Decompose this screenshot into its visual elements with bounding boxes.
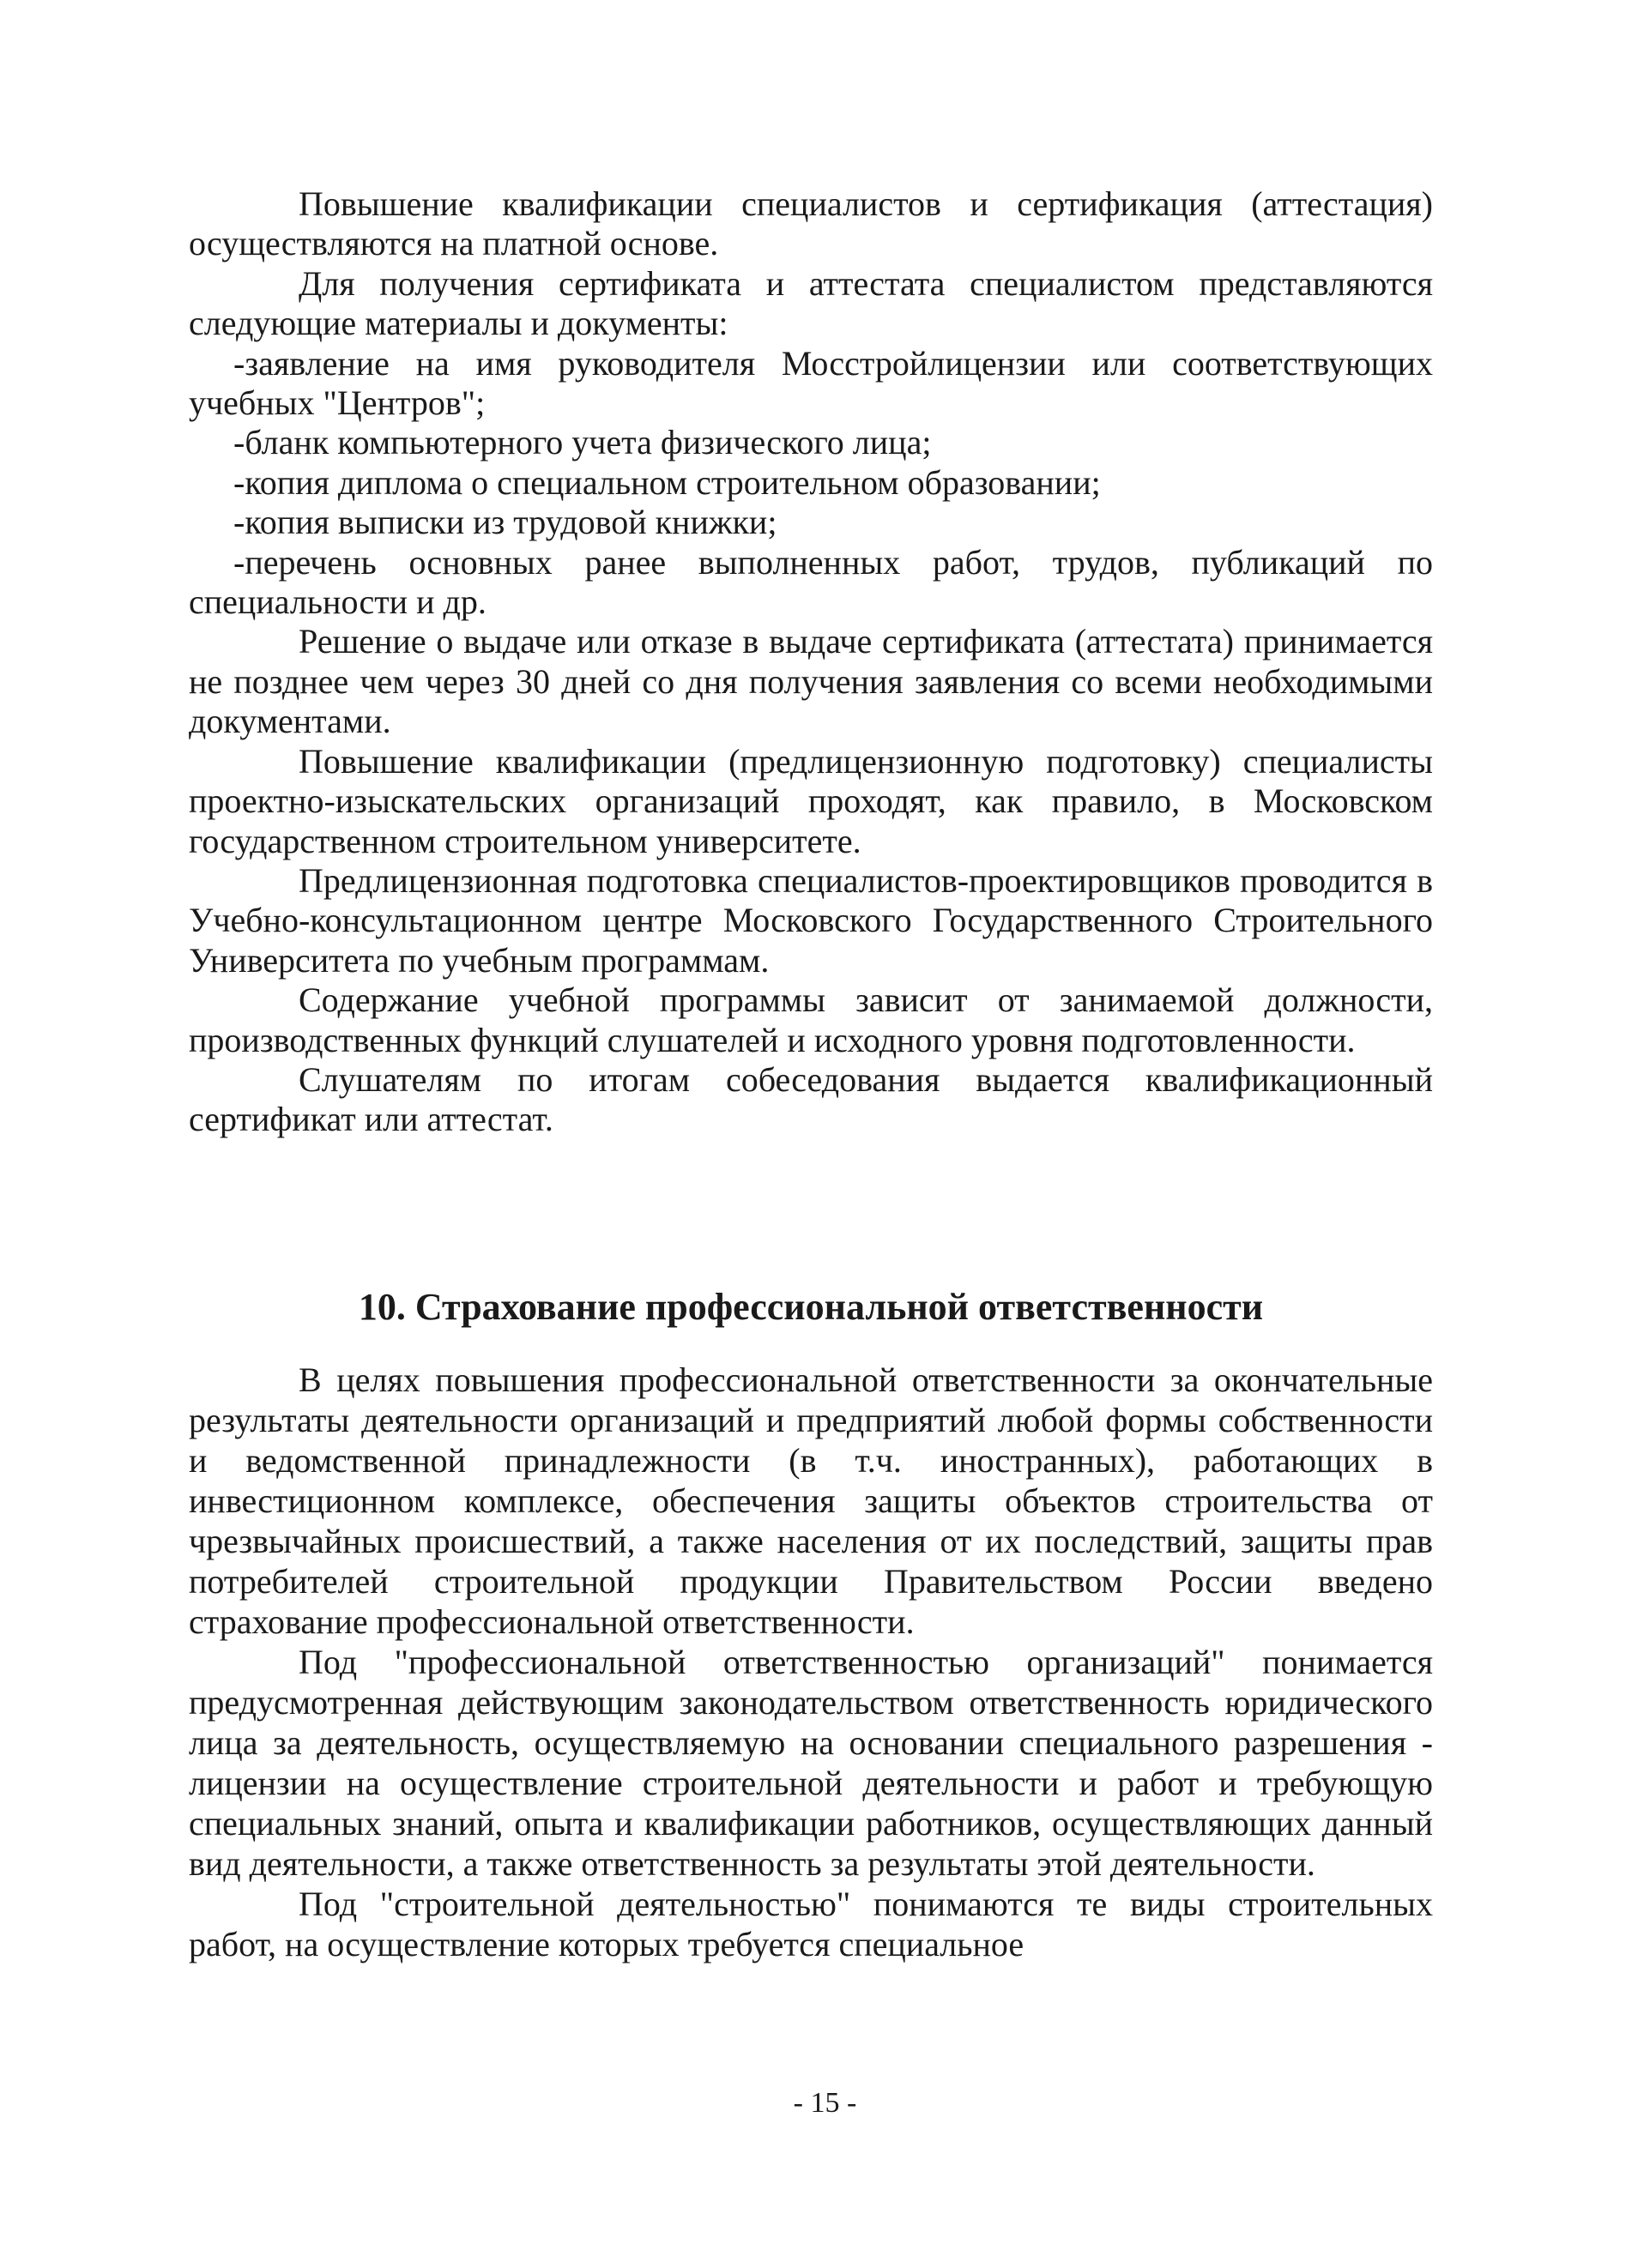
paragraph-training-center: Предлицензионная подготовка специалистов-проектировщиков проводится в Учебно-консультационном центре Московского Государственного Строительного Университета по учебным программам. xyxy=(189,860,1433,980)
paragraph-program-content: Содержание учебной программы зависит от занимаемой должности, производственных функций слушателей и исходного уровня подготовленности. xyxy=(189,980,1433,1059)
document-page xyxy=(189,184,1433,1964)
list-item-workbook-extract: -копия выписки из трудовой книжки; xyxy=(233,503,777,542)
section-heading-insurance: 10. Страхование профессиональной ответственности xyxy=(358,1285,1264,1328)
paragraph-qualification-university: Повышение квалификации (предлицензионную подготовку) специалисты проектно-изыскательских организаций проходят, как правило, в Московском государственном строительном университете. xyxy=(189,741,1433,860)
paragraph-required-documents: Для получения сертификата и аттестата специалистом представляются следующие материалы и документы: xyxy=(189,263,1433,343)
list-item-diploma-copy: -копия диплома о специальном строительном образовании; xyxy=(233,462,1101,502)
paragraph-paid-basis: Повышение квалификации специалистов и сертификация (аттестация) осуществляются на платной основе. xyxy=(189,184,1433,263)
paragraph-insurance-purpose: В целях повышения профессиональной ответственности за окончательные результаты деятельности организаций и предприятий любой формы собственности и ведомственной принадлежности (в т.ч. иностранных), работающих в инвестиционном комплексе, обеспечения защиты объектов строительства от чрезвычайных происшествий, а также населения от их последствий, защиты прав потребителей строительной продукции Правительством России введено страхование профессиональной ответственности. xyxy=(189,1360,1433,1641)
list-item-application: -заявление на имя руководителя Мосстройлицензии или соответствующих учебных "Центров"; xyxy=(189,343,1433,423)
paragraph-certificate-issue: Слушателям по итогам собеседования выдается квалификационный сертификат или аттестат. xyxy=(189,1059,1433,1139)
page-number: - 15 - xyxy=(793,2087,857,2119)
insurance-section xyxy=(189,1360,1433,1964)
paragraph-professional-responsibility: Под "профессиональной ответственностью организаций" понимается предусмотренная действующим законодательством ответственность юридического лица за деятельность, осуществляемую на основании специального разрешения - лицензии на осуществление строительной деятельности и работ и требующую специальных знаний, опыта и квалификации работников, осуществляющих данный вид деятельности, а также ответственность за результаты этой деятельности. xyxy=(189,1642,1433,1883)
paragraph-construction-activity: Под "строительной деятельностью" понимаются те виды строительных работ, на осуществление которых требуется специальное xyxy=(189,1884,1433,1963)
list-item-computer-form: -бланк компьютерного учета физического лица; xyxy=(233,423,932,462)
certification-section xyxy=(189,184,1433,1140)
list-item-works-list: -перечень основных ранее выполненных работ, трудов, публикаций по специальности и др. xyxy=(189,542,1433,622)
paragraph-decision-term: Решение о выдаче или отказе в выдаче сертификата (аттестата) принимается не позднее чем через 30 дней со дня получения заявления со всеми необходимыми документами. xyxy=(189,622,1433,741)
